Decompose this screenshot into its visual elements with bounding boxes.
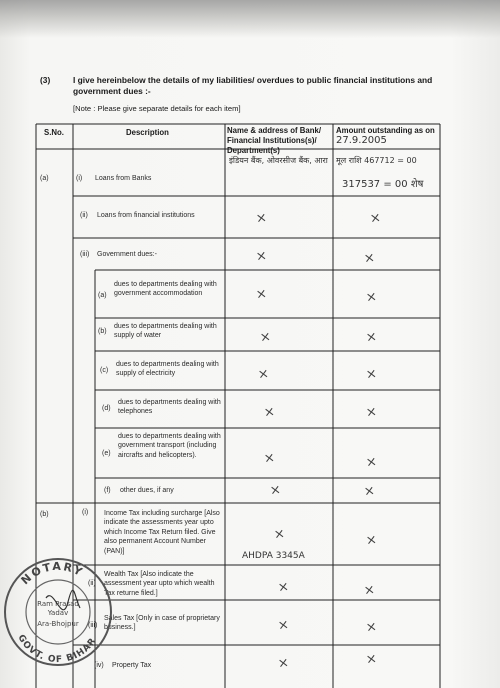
svg-text:Ram Prasad: Ram Prasad [37,600,79,608]
header-sno: S.No. [44,128,64,137]
section-number: (3) [40,75,51,85]
cross-mark: × [273,526,286,543]
cross-mark: × [365,454,378,471]
section-a-label: (a) [40,175,49,182]
row-num: (i) [82,509,89,516]
row-label: dues to departments dealing with supply of electricity [116,361,219,378]
row-num: (iii) [88,622,98,629]
svg-text:GOVT. OF BIHAR: GOVT. OF BIHAR [15,633,99,666]
header-bank: Name & address of Bank/ Financial Institutions(s)/ Department(s) [227,126,322,155]
cross-mark: × [277,617,290,634]
cross-mark: × [263,404,276,421]
cross-mark: × [259,329,272,346]
row-num: (i) [76,175,83,182]
header-description: Description [126,128,169,137]
svg-text:NOTARY: NOTARY [18,559,86,588]
row-label: Income Tax including surcharge [Also indicate the assessments year upto which Income Tax Return filed. Give also permanent Account Number (PAN)] [104,510,220,555]
cross-mark: × [257,366,270,383]
sub-num: (c) [100,367,109,374]
sub-num: (f) [104,487,111,494]
amount-handwriting-1: मूल राशि 467712 = 00 [336,156,417,165]
row-label: Property Tax [112,662,152,669]
cross-mark: × [277,579,290,596]
cross-mark: × [255,286,268,303]
row-label: Sales Tax [Only in case of proprietary business.] [104,615,220,632]
amount-handwriting-2: 317537 = 00 शेष [342,179,424,190]
sub-num: (b) [98,328,107,335]
cross-mark: × [269,482,282,499]
row-label: dues to departments dealing with government transport (including aircrafts and helicopters). [118,433,221,459]
header-amount-date: 27.9.2005 [336,135,387,146]
cross-mark: × [263,450,276,467]
bank-handwriting: इंडियन बैंक, ओवरसीज बैंक, आरा [229,156,328,165]
row-num: (ii) [80,212,88,219]
row-label: Government dues:- [97,251,157,258]
svg-text:Yadav: Yadav [47,609,69,617]
cross-mark: × [255,248,268,265]
row-label: dues to departments dealing with government accommodation [114,281,217,298]
row-num: (iv) [94,662,104,669]
cross-mark: × [369,210,382,227]
row-num: (ii) [88,580,96,587]
cross-mark: × [365,532,378,549]
header-amount-prefix: Amount outstanding as on [336,126,435,135]
cross-mark: × [365,289,378,306]
notary-stamp [2,556,114,668]
cross-mark: × [365,329,378,346]
cross-mark: × [365,404,378,421]
sub-num: (d) [102,405,111,412]
row-label: Loans from Banks [95,175,152,182]
cross-mark: × [255,210,268,227]
section-text: I give hereinbelow the details of my liabilities/ overdues to public financial institutions and government dues :- [73,75,433,96]
cross-mark: × [277,655,290,672]
svg-text:Ara-Bhojpur: Ara-Bhojpur [37,620,79,628]
cross-mark: × [363,582,376,599]
sub-num: (a) [98,292,107,299]
cross-mark: × [363,250,376,267]
cross-mark: × [365,619,378,636]
row-label: dues to departments dealing with supply of water [114,323,217,340]
cross-mark: × [363,483,376,500]
row-label: other dues, if any [120,487,174,494]
row-label: Loans from financial institutions [97,212,195,219]
header-amount [336,126,438,146]
note-text: [Note : Please give separate details for each item] [73,104,241,113]
row-label: dues to departments dealing with telephones [118,399,221,416]
pan-number: AHDPA 3345A [242,551,305,561]
cross-mark: × [365,651,378,668]
row-label: Wealth Tax [Also indicate the assessment year upto which wealth Tax returne filed.] [104,571,215,597]
cross-mark: × [365,366,378,383]
row-num: (iii) [80,251,90,258]
section-b-label: (b) [40,511,49,518]
sub-num: (e) [102,450,111,457]
